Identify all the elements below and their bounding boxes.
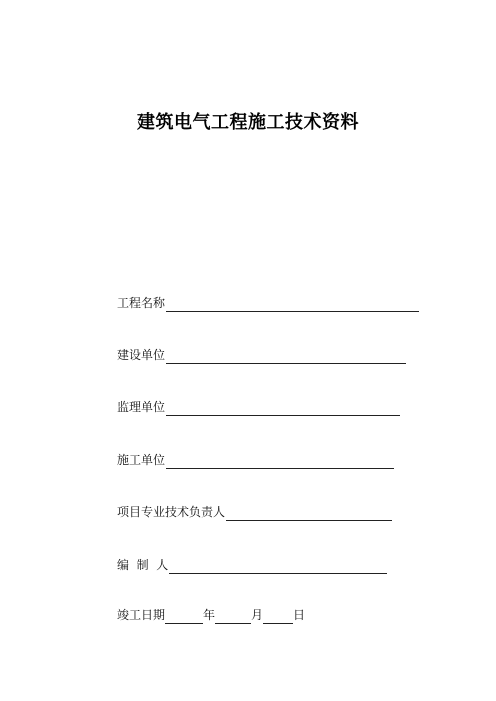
project-name-label: 工程名称 — [117, 296, 166, 310]
construction-unit-field — [117, 346, 406, 364]
construction-company-label: 施工单位 — [117, 453, 166, 467]
construction-company-field — [117, 451, 394, 469]
year-blank[interactable] — [165, 609, 203, 624]
technical-lead-label: 项目专业技术负责人 — [117, 505, 226, 519]
supervision-unit-blank[interactable] — [166, 401, 400, 416]
day-blank[interactable] — [263, 609, 293, 624]
month-blank[interactable] — [215, 609, 251, 624]
compiler-field — [117, 556, 387, 574]
technical-lead-blank[interactable] — [226, 506, 392, 521]
document-title: 建筑电气工程施工技术资料 — [137, 112, 359, 133]
project-name-field — [117, 294, 419, 312]
construction-company-blank[interactable] — [166, 454, 394, 469]
supervision-unit-label: 监理单位 — [117, 400, 166, 414]
construction-unit-blank[interactable] — [166, 349, 406, 364]
year-label: 年 — [203, 608, 216, 622]
technical-lead-field — [117, 503, 392, 521]
day-label: 日 — [293, 608, 306, 622]
compiler-label: 编 制 人 — [117, 558, 169, 572]
construction-unit-label: 建设单位 — [117, 348, 166, 362]
project-name-blank[interactable] — [166, 297, 419, 312]
supervision-unit-field — [117, 398, 400, 416]
completion-date-label: 竣工日期 — [117, 608, 166, 622]
month-label: 月 — [251, 608, 264, 622]
completion-date-field — [117, 606, 305, 624]
compiler-blank[interactable] — [169, 559, 387, 574]
